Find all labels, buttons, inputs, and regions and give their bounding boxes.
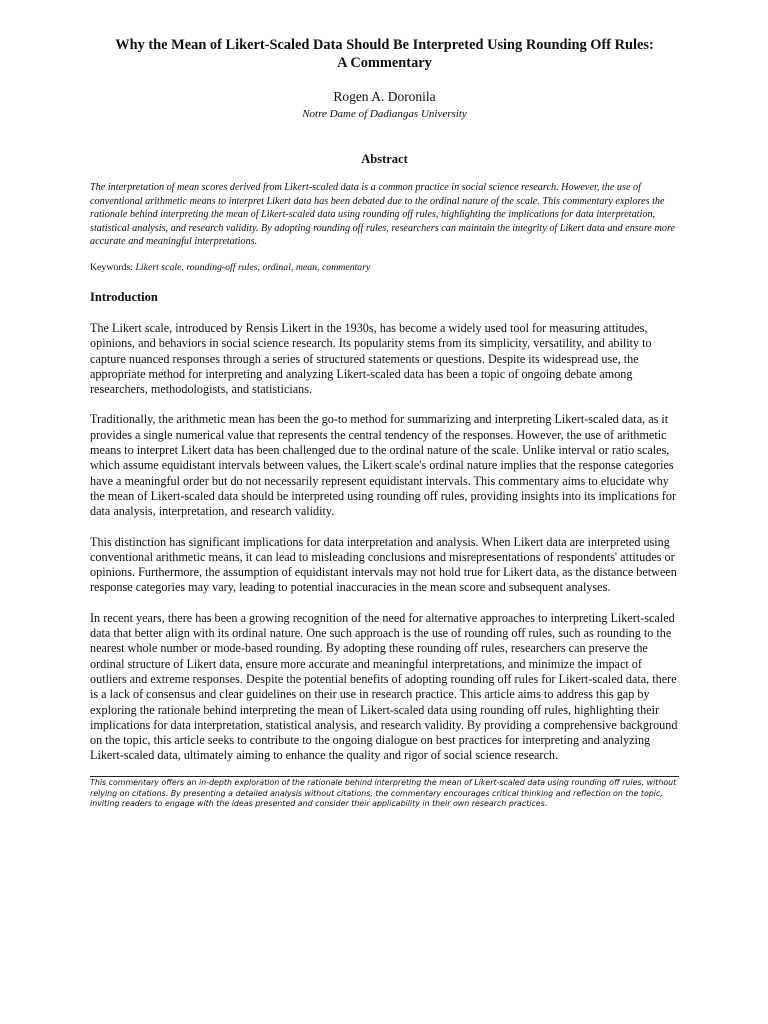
paper-page	[90, 36, 679, 810]
body-paragraph-3: This distinction has significant implications for data interpretation and analysis. When Likert data are interpreted using conventional arithmetic means, it can lead to misleading conclusions and misrepresentations of respondents' attitudes or opinions. Furthermore, the assumption of equidistant intervals may not hold true for Likert data, as the distance between response categories may vary, leading to potential inaccuracies in the mean score and subsequent analyses.	[90, 534, 677, 595]
author-affiliation: Notre Dame of Dadiangas University	[302, 108, 467, 120]
keywords-line	[90, 261, 679, 274]
body-paragraph-4: In recent years, there has been a growing recognition of the need for alternative approaches to interpreting Likert-scaled data that better align with its ordinal nature. One such approach is the use of rounding off rules, such as rounding to the nearest whole number or mode-based rounding. By adopting these rounding off rules, researchers can preserve the ordinal structure of Likert data, ensure more accurate and meaningful interpretations, and minimize the impact of outliers and extreme responses. Despite the potential benefits of adopting rounding off rules for Likert-scaled data, there is a lack of consensus and clear guidelines on their use in research practice. This article aims to address this gap by exploring the rationale behind interpreting the mean of Likert-scaled data using rounding off rules, highlighting their implications for data interpretation, statistical analysis, and research validity. By providing a comprehensive background on the topic, this article seeks to contribute to the ongoing dialogue on best practices for interpreting and analyzing Likert-scaled data, ultimately aiming to enhance the quality and rigor of social science research.	[90, 610, 678, 763]
introduction-heading: Introduction	[90, 289, 158, 304]
title-line-1: Why the Mean of Likert-Scaled Data Should Be Interpreted Using Rounding Off Rules:	[115, 37, 654, 53]
keywords-label: Keywords:	[90, 261, 133, 273]
abstract-heading: Abstract	[361, 152, 408, 166]
abstract-text: The interpretation of mean scores derived from Likert-scaled data is a common practice in social science research. However, the use of conventional arithmetic means to interpret Likert data has been debated due to the ordinal nature of the scale. This commentary explores the rationale behind interpreting the mean of Likert-scaled data using rounding off rules, highlighting the implications for data interpretation, statistical analysis, and research validity. By adopting rounding off rules, researchers can maintain the integrity of Likert data and ensure more accurate and meaningful interpretations.	[90, 182, 676, 248]
introduction-body	[90, 321, 679, 764]
body-paragraph-1: The Likert scale, introduced by Rensis Likert in the 1930s, has become a widely used tool for measuring attitudes, opinions, and behaviors in social science research. Its popularity stems from its simplicity, versatility, and ability to capture nuanced responses through a series of structured statements or questions. Despite its widespread use, the appropriate method for interpreting and analyzing Likert-scaled data has been a topic of ongoing debate among researchers, methodologists, and statisticians.	[90, 320, 652, 397]
keywords-values: Likert scale, rounding-off rules, ordinal, mean, commentary	[135, 261, 371, 273]
title-line-2: A Commentary	[337, 55, 432, 71]
body-paragraph-2: Traditionally, the arithmetic mean has been the go-to method for summarizing and interpreting Likert-scaled data, as it provides a single numerical value that represents the central tendency of the responses. However, the use of arithmetic means to interpret Likert data has been challenged due to the ordinal nature of the scale. Unlike interval or ratio scales, which assume equidistant intervals between values, the Likert scale's ordinal nature implies that the response categories have a meaningful order but do not necessarily represent equidistant intervals. This commentary aims to elucidate why the mean of Likert-scaled data should be interpreted using rounding off rules, providing insights into its implications for data analysis, interpretation, and research validity.	[90, 412, 677, 519]
author-name: Rogen A. Doronila	[333, 89, 436, 104]
paper-title	[90, 36, 679, 72]
footnote-text: This commentary offers an in-depth exploration of the rationale behind interpreting the mean of Likert-scaled data using rounding off rules, without relying on citations. By presenting a detailed analysis without citations, the commentary encourages critical thinking and reflection on the topic, inviting readers to engage with the ideas presented and consider their applicability in their own research practices.	[90, 777, 677, 809]
footnote-divider	[90, 776, 679, 777]
